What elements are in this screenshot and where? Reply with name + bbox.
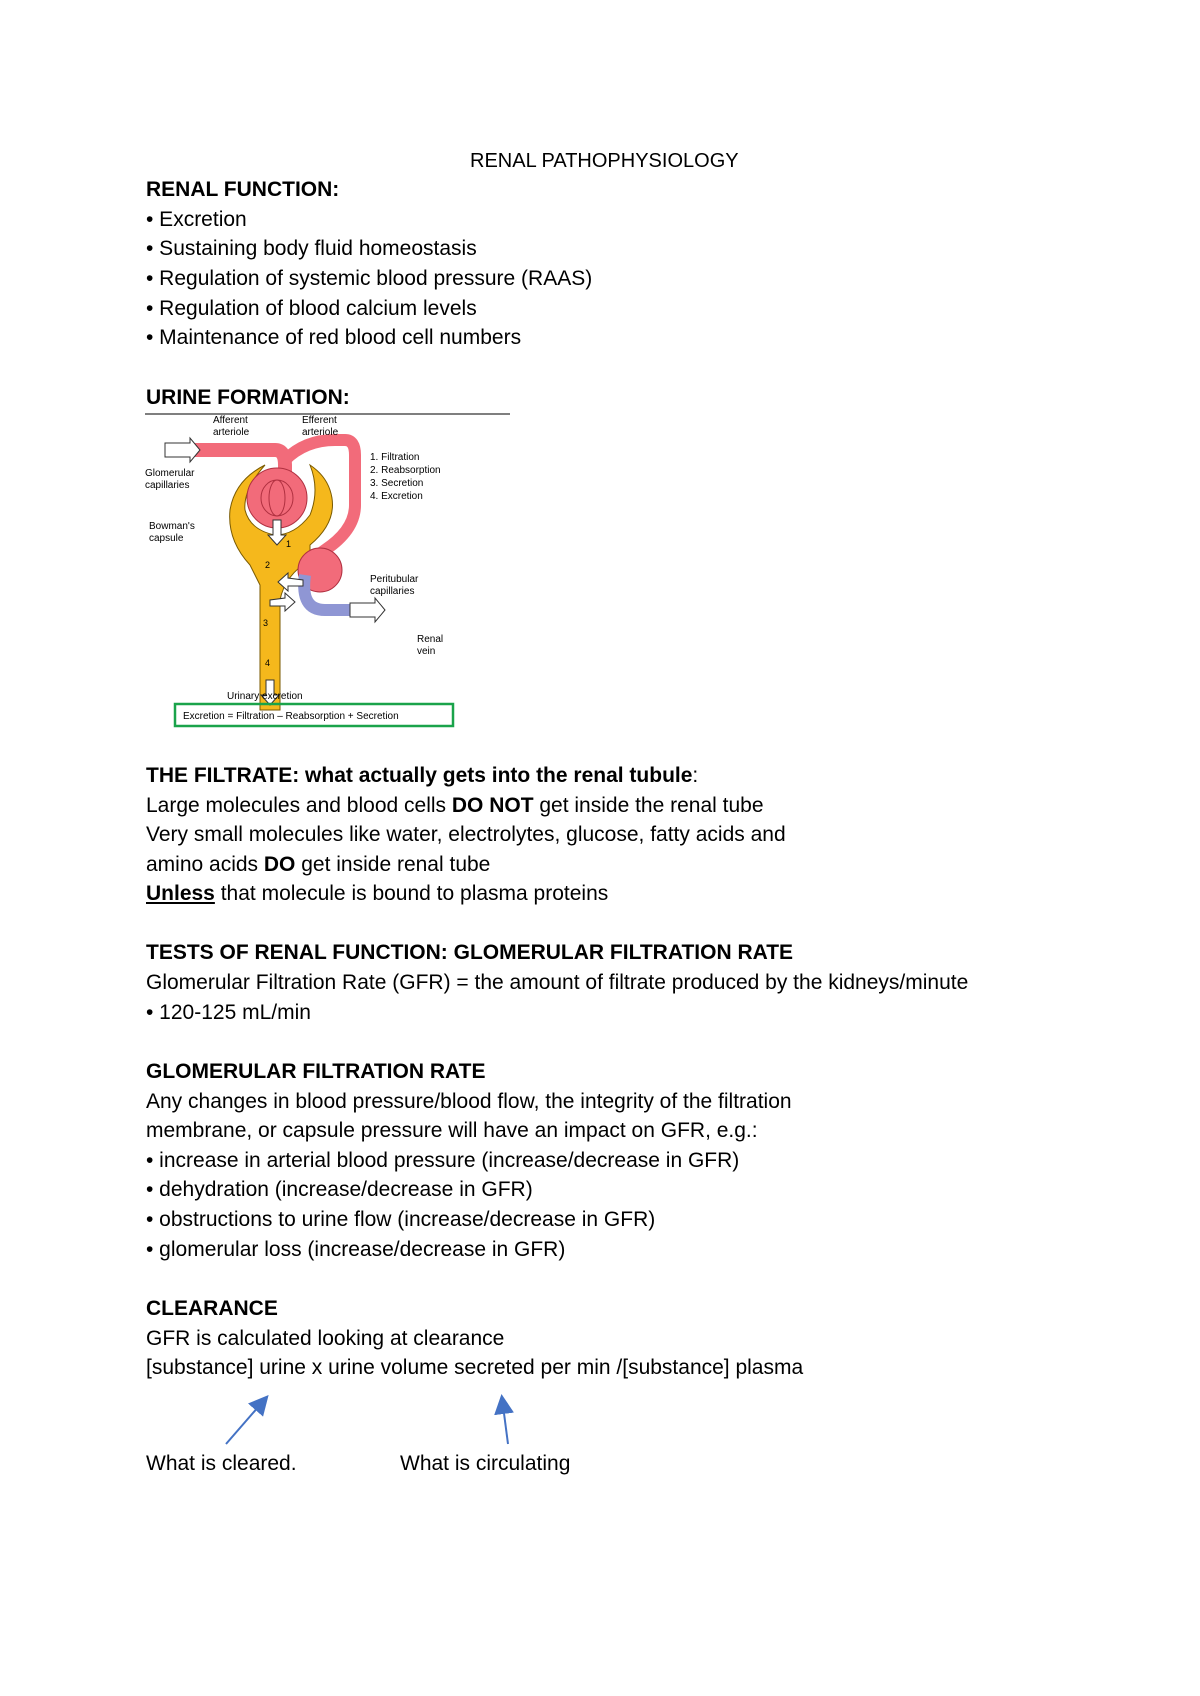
filtrate-line: Large molecules and blood cells DO NOT get inside the renal tube [146, 794, 764, 817]
gfr-heading: GLOMERULAR FILTRATION RATE [146, 1060, 486, 1083]
renal-function-heading: RENAL FUNCTION: [146, 178, 340, 201]
gfr-line: Any changes in blood pressure/blood flow, the integrity of the filtration [146, 1090, 792, 1113]
filtrate-line: Very small molecules like water, electrolytes, glucose, fatty acids and [146, 823, 786, 846]
step-label: 2. Reabsorption [370, 465, 441, 476]
cleared-arrow [226, 1398, 266, 1444]
gfr-bullet: • glomerular loss (increase/decrease in GFR) [146, 1238, 566, 1261]
efferent-label: arteriole [302, 427, 339, 438]
gfr-line: membrane, or capsule pressure will have an impact on GFR, e.g.: [146, 1119, 758, 1142]
afferent-arrow [165, 438, 200, 462]
tests-heading: TESTS OF RENAL FUNCTION: GLOMERULAR FILTRATION RATE [146, 941, 794, 964]
urinary-excretion-label: Urinary excretion [227, 691, 303, 702]
renal-vein-label: vein [417, 646, 436, 657]
clearance-line: GFR is calculated looking at clearance [146, 1327, 505, 1350]
step-label: 4. Excretion [370, 491, 423, 502]
step-number: 1 [286, 539, 292, 549]
peritubular-label: Peritubular [370, 574, 419, 585]
afferent-label: arteriole [213, 427, 250, 438]
gfr-bullet: • obstructions to urine flow (increase/decrease in GFR) [146, 1208, 656, 1231]
efferent-label: Efferent [302, 415, 337, 426]
step-label: 1. Filtration [370, 452, 420, 463]
filtrate-heading: THE FILTRATE: what actually gets into the renal tubule: [146, 764, 699, 787]
renal-vein-label: Renal [417, 634, 444, 645]
renal-function-bullet: • Maintenance of red blood cell numbers [146, 326, 522, 349]
renal-vein-arrow [350, 598, 385, 622]
glomerulus-shape [247, 468, 307, 528]
gfr-bullet: • increase in arterial blood pressure (increase/decrease in GFR) [146, 1149, 740, 1172]
tests-line: Glomerular Filtration Rate (GFR) = the amount of filtrate produced by the kidneys/minute [146, 971, 969, 994]
circulating-arrow [502, 1398, 508, 1444]
renal-function-bullet: • Sustaining body fluid homeostasis [146, 237, 477, 260]
page-title: RENAL PATHOPHYSIOLOGY [470, 150, 739, 172]
peritubular-label: capillaries [370, 586, 415, 597]
renal-function-bullet: • Regulation of systemic blood pressure (RAAS) [146, 267, 593, 290]
urine-formation-heading: URINE FORMATION: [146, 386, 350, 409]
glomerular-label: Glomerular [145, 468, 195, 479]
tests-line: • 120-125 mL/min [146, 1001, 311, 1024]
renal-function-bullet: • Regulation of blood calcium levels [146, 297, 477, 320]
nephron-diagram [145, 410, 515, 735]
renal-function-bullet: • Excretion [146, 208, 247, 231]
step-number: 3 [263, 618, 269, 628]
afferent-label: Afferent [213, 415, 248, 426]
glomerular-label: capillaries [145, 480, 190, 491]
bowmans-label: capsule [149, 533, 184, 544]
bowmans-label: Bowman's [149, 521, 195, 532]
filtrate-line: amino acids DO get inside renal tube [146, 853, 491, 876]
step-number: 4 [265, 658, 271, 668]
equation-text: Excretion = Filtration – Reabsorption + Secretion [183, 711, 399, 722]
note-cleared: What is cleared. [146, 1452, 297, 1475]
clearance-formula: [substance] urine x urine volume secreted per min /[substance] plasma [146, 1356, 804, 1379]
clearance-heading: CLEARANCE [146, 1297, 278, 1320]
gfr-bullet: • dehydration (increase/decrease in GFR) [146, 1178, 533, 1201]
step-label: 3. Secretion [370, 478, 424, 489]
step-number: 2 [265, 560, 271, 570]
filtrate-line: Unless that molecule is bound to plasma proteins [146, 882, 609, 905]
note-circulating: What is circulating [400, 1452, 571, 1475]
